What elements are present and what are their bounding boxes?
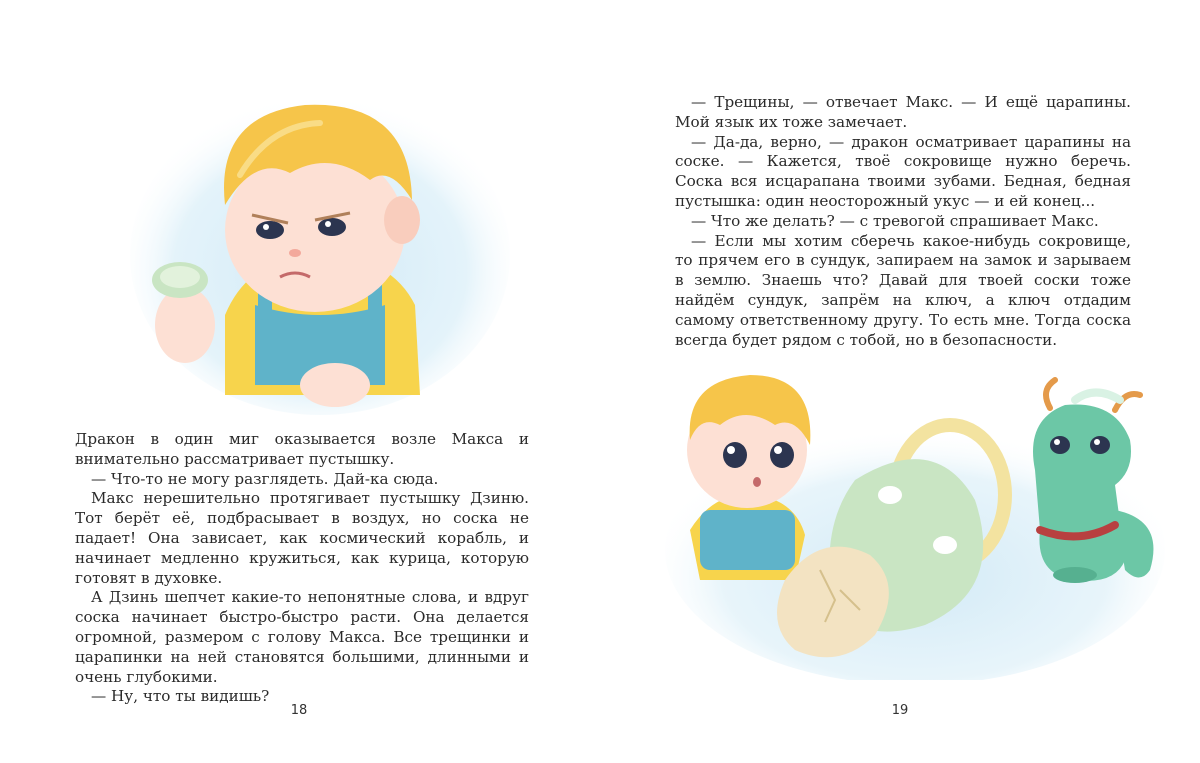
boy-dragon-giant-pacifier-illustration — [645, 360, 1165, 680]
paragraph: Дракон в один миг оказывается возле Макса и внимательно рассматривает пустышку. — [75, 430, 529, 468]
page-number: 18 — [290, 703, 308, 718]
paragraph: А Дзинь шепчет какие-то непонятные слова, и вдруг соска начинает быстро-быстро расти. Она делается огромной, размером с голову Макса. Все трещинки и царапинки на ней становятся большими, длинными и очень глубокими. — [75, 588, 529, 686]
paragraph: — Что-то не могу разглядеть. Дай-ка сюда. — [91, 469, 439, 488]
paragraph: — Что же делать? — с тревогой спрашивает Макс. — [691, 211, 1099, 230]
boy-with-pacifier-illustration — [130, 55, 510, 415]
left-page-text — [75, 430, 529, 707]
paragraph: — Если мы хотим сберечь какое-нибудь сокровище, то прячем его в сундук, запираем на замок и зарываем в землю. Знаешь что? Давай для твоей соски тоже найдём сундук, запрём на ключ, а ключ отдадим самому ответственному другу. То есть мне. Тогда соска всегда будет рядом с тобой, но в безопасности. — [675, 231, 1131, 349]
paragraph: — Ну, что ты видишь? — [91, 687, 270, 706]
paragraph: — Да-да, верно, — дракон осматривает царапины на соске. — Кажется, твоё сокровище нужно беречь. Соска вся исцарапана твоими зубами. Бедная, бедная пустышка: один неосторожный укус — и ей конец... — [675, 132, 1131, 210]
paragraph: — Трещины, — отвечает Макс. — И ещё царапины. Мой язык их тоже замечает. — [675, 93, 1131, 131]
right-page-text — [675, 93, 1131, 350]
right-page — [600, 0, 1200, 763]
page-number: 19 — [891, 703, 909, 718]
paragraph: Макс нерешительно протягивает пустышку Дзиню. Тот берёт её, подбрасывает в воздух, но соска не падает! Она зависает, как космический корабль, и начинает медленно кружиться, как курица, которую готовят в духовке. — [75, 489, 529, 587]
